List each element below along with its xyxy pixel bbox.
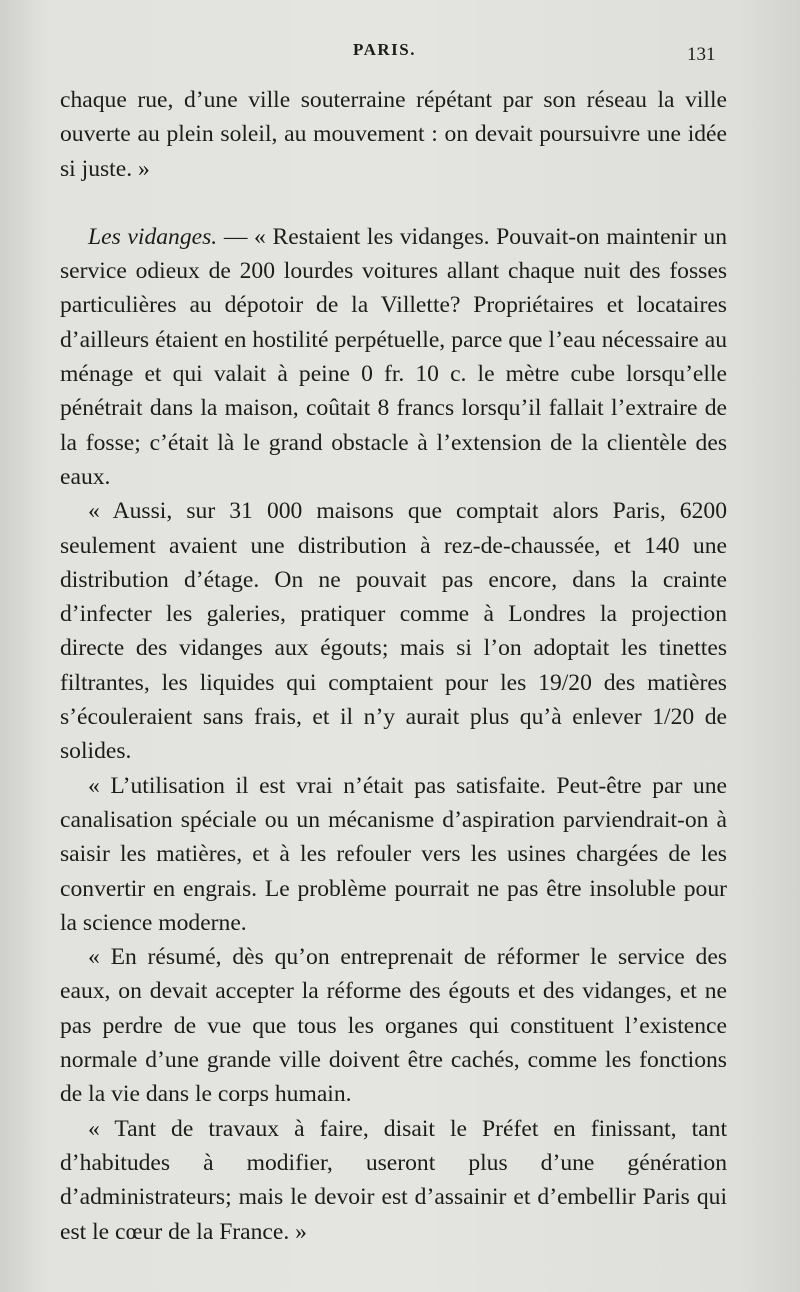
paragraph-vidanges-text: — « Restaient les vidanges. Pouvait-on maintenir un service odieux de 200 lourdes voitures allant chaque nuit des fosses particulières au dépotoir de la Villette? Propriétaires et locataires d’ailleurs étaient en hostilité perpétuelle, parce que l’eau nécessaire au ménage et qui valait à peine 0 fr. 10 c. le mètre cube lorsqu’elle pénétrait dans la maison, coûtait 8 francs lorsqu’il fallait l’extraire de la fosse; c’était là le grand obstacle à l’extension de la clientèle des eaux. bbox=[60, 223, 727, 490]
paragraph-conclusion: « Tant de travaux à faire, disait le Préfet en finissant, tant d’habitudes à modifier, useront plus d’une génération d’administrateurs; mais le devoir est d’assainir et d’embellir Paris qui est le cœur de la France. » bbox=[60, 1115, 727, 1245]
paragraph-resume: « En résumé, dès qu’on entreprenait de réformer le service des eaux, on devait accepter la réforme des égouts et des vidanges, et ne pas perdre de vue que tous les organes qui constituent l’existence normale d’une grande ville doivent être cachés, comme les fonctions de la vie dans le corps humain. bbox=[60, 944, 727, 1108]
section-title: Les vidanges. bbox=[88, 223, 218, 250]
paragraph-maisons: « Aussi, sur 31 000 maisons que comptait alors Paris, 6200 seulement avaient une distribution à rez-de-chaussée, et 140 une distribution d’étage. On ne pouvait pas encore, dans la crainte d’infecter les galeries, pratiquer comme à Londres la projection directe des vidanges aux égouts; mais si l’on adoptait les tinettes filtrantes, les liquides qui comptaient pour les 19/20 des matières s’écouleraient sans frais, et il n’y aurait plus qu’à enlever 1/20 de solides. bbox=[60, 498, 727, 765]
running-head bbox=[0, 40, 800, 70]
page-number: 131 bbox=[687, 44, 716, 65]
paragraph-vidanges bbox=[60, 220, 727, 494]
paragraph-continuation: chaque rue, d’une ville souterraine répétant par son réseau la ville ouverte au plein soleil, au mouvement : on devait poursuivre une idée si juste. » bbox=[60, 87, 727, 182]
paragraph-utilisation: « L’utilisation il est vrai n’était pas satisfaite. Peut-être par une canalisation spéciale ou un mécanisme d’aspiration parviendrait-on à saisir les matières, et à les refouler vers les usines chargées de les convertir en engrais. Le problème pourrait ne pas être insoluble pour la science moderne. bbox=[60, 772, 727, 936]
running-title: PARIS. bbox=[353, 40, 416, 59]
body-text bbox=[60, 83, 727, 1249]
